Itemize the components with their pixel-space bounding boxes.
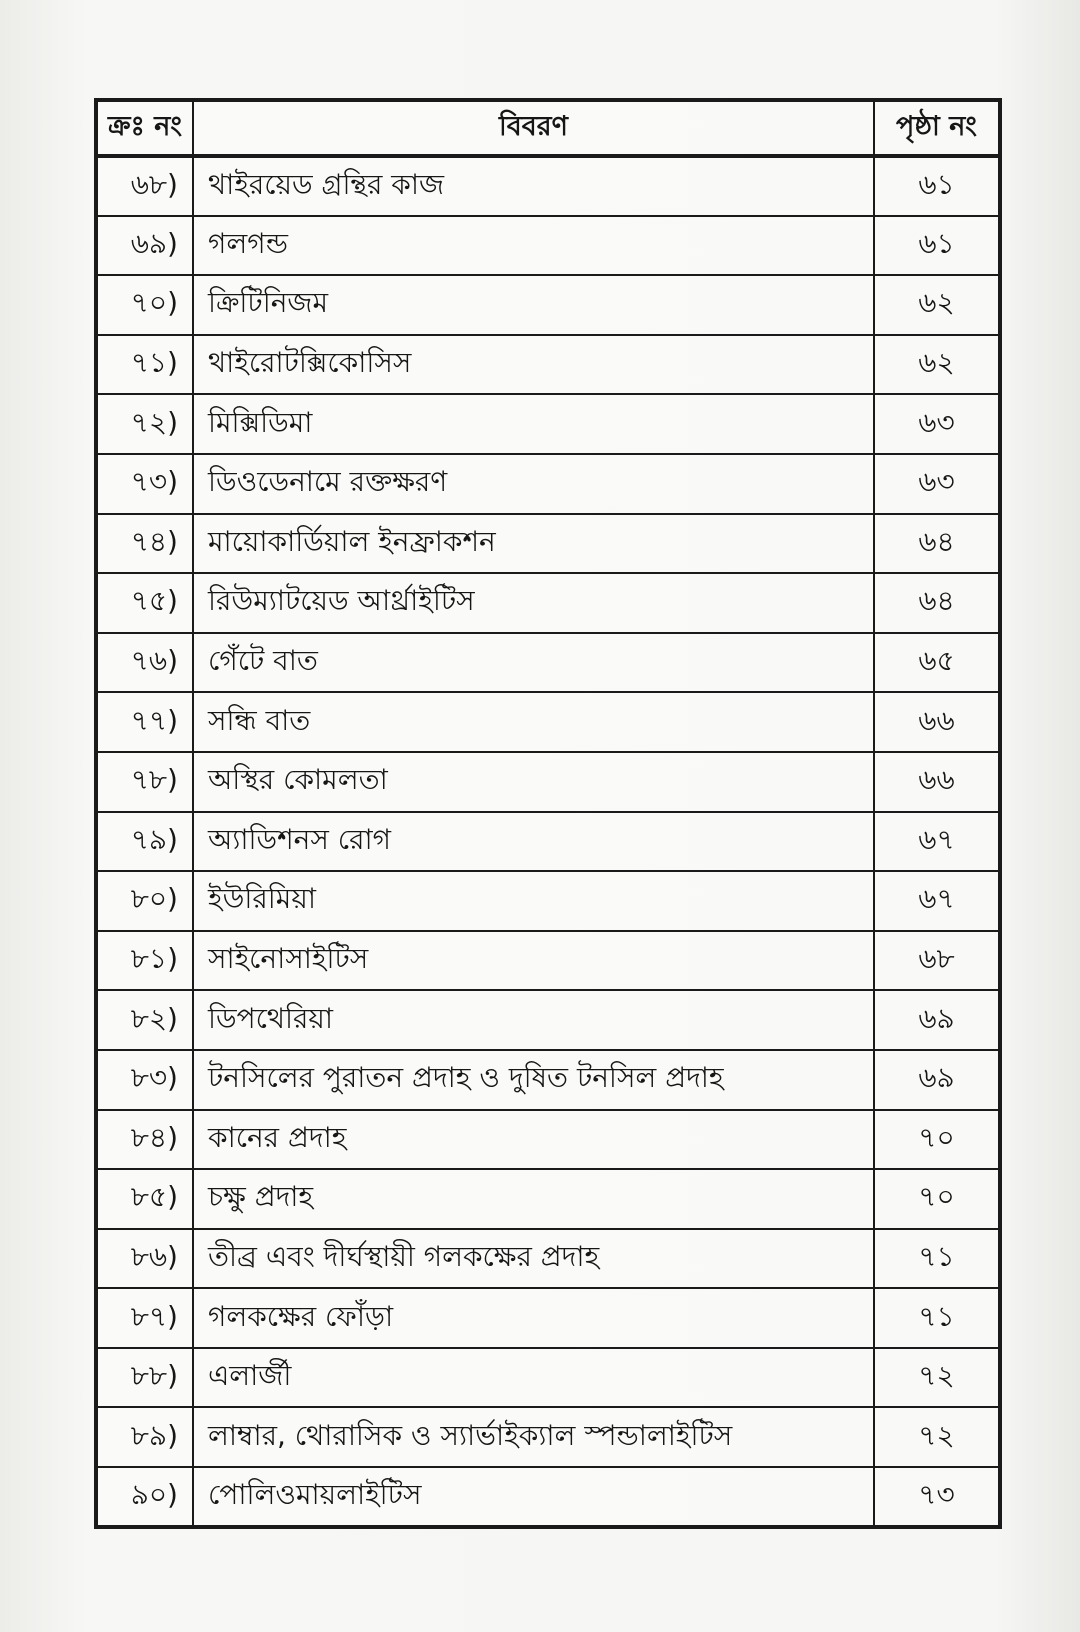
- table-row: [96, 216, 1000, 276]
- row-page: ৬৯: [874, 990, 1000, 1050]
- row-serial: ৮১): [96, 931, 193, 991]
- row-page: ৬৩: [874, 394, 1000, 454]
- table-row: [96, 335, 1000, 395]
- row-page: ৬১: [874, 216, 1000, 276]
- header-page: পৃষ্ঠা নং: [874, 100, 1000, 156]
- row-serial: ৭৮): [96, 752, 193, 812]
- row-page: ৭১: [874, 1229, 1000, 1289]
- table-row: [96, 633, 1000, 693]
- row-page: ৭০: [874, 1169, 1000, 1229]
- table-row: [96, 692, 1000, 752]
- row-serial: ৭৯): [96, 812, 193, 872]
- row-serial: ৭৩): [96, 454, 193, 514]
- table-row: [96, 394, 1000, 454]
- row-description: ডিপথেরিয়া: [193, 990, 874, 1050]
- row-serial: ৮২): [96, 990, 193, 1050]
- row-page: ৬৯: [874, 1050, 1000, 1110]
- row-description: ক্রিটিনিজম: [193, 275, 874, 335]
- row-page: ৬৭: [874, 871, 1000, 931]
- row-description: ডিওডেনামে রক্তক্ষরণ: [193, 454, 874, 514]
- table-row: [96, 990, 1000, 1050]
- table-row: [96, 156, 1000, 216]
- row-page: ৬২: [874, 335, 1000, 395]
- contents-body: [96, 156, 1000, 1527]
- row-serial: ৯০): [96, 1467, 193, 1527]
- row-description: রিউম্যাটয়েড আর্থ্রাইটিস: [193, 573, 874, 633]
- table-row: [96, 1288, 1000, 1348]
- row-serial: ৬৯): [96, 216, 193, 276]
- row-description: গেঁটে বাত: [193, 633, 874, 693]
- row-page: ৭০: [874, 1110, 1000, 1170]
- contents-table: [94, 98, 1002, 1529]
- row-page: ৬৪: [874, 573, 1000, 633]
- row-serial: ৮৩): [96, 1050, 193, 1110]
- table-row: [96, 931, 1000, 991]
- row-page: ৬৭: [874, 812, 1000, 872]
- row-serial: ৮৮): [96, 1348, 193, 1408]
- row-serial: ৮৭): [96, 1288, 193, 1348]
- row-serial: ৮৪): [96, 1110, 193, 1170]
- row-description: সন্ধি বাত: [193, 692, 874, 752]
- table-row: [96, 1229, 1000, 1289]
- row-description: মিক্সিডিমা: [193, 394, 874, 454]
- table-row: [96, 514, 1000, 574]
- row-serial: ৭৫): [96, 573, 193, 633]
- table-row: [96, 1169, 1000, 1229]
- row-page: ৬৬: [874, 692, 1000, 752]
- header-row: [96, 100, 1000, 156]
- row-description: তীব্র এবং দীর্ঘস্থায়ী গলকক্ষের প্রদাহ: [193, 1229, 874, 1289]
- row-serial: ৭০): [96, 275, 193, 335]
- row-description: কানের প্রদাহ: [193, 1110, 874, 1170]
- row-description: গলকক্ষের ফোঁড়া: [193, 1288, 874, 1348]
- row-description: মায়োকার্ডিয়াল ইনফ্রাকশন: [193, 514, 874, 574]
- row-page: ৭২: [874, 1407, 1000, 1467]
- table-row: [96, 454, 1000, 514]
- row-serial: ৮৫): [96, 1169, 193, 1229]
- row-page: ৬২: [874, 275, 1000, 335]
- table-row: [96, 1467, 1000, 1527]
- row-serial: ৮৬): [96, 1229, 193, 1289]
- table-row: [96, 573, 1000, 633]
- table-row: [96, 1050, 1000, 1110]
- row-serial: ৭৪): [96, 514, 193, 574]
- row-page: ৬৫: [874, 633, 1000, 693]
- table-row: [96, 752, 1000, 812]
- row-page: ৬৮: [874, 931, 1000, 991]
- row-description: অস্থির কোমলতা: [193, 752, 874, 812]
- row-page: ৬৬: [874, 752, 1000, 812]
- table-row: [96, 871, 1000, 931]
- row-serial: ৭১): [96, 335, 193, 395]
- row-description: লাম্বার, থোরাসিক ও স্যার্ভাইক্যাল স্পন্ডালাইটিস: [193, 1407, 874, 1467]
- row-page: ৬৪: [874, 514, 1000, 574]
- table-row: [96, 812, 1000, 872]
- row-description: টনসিলের পুরাতন প্রদাহ ও দুষিত টনসিল প্রদাহ: [193, 1050, 874, 1110]
- table-row: [96, 275, 1000, 335]
- row-serial: ৮৯): [96, 1407, 193, 1467]
- row-description: সাইনোসাইটিস: [193, 931, 874, 991]
- row-description: এলার্জী: [193, 1348, 874, 1408]
- row-description: চক্ষু প্রদাহ: [193, 1169, 874, 1229]
- table-row: [96, 1407, 1000, 1467]
- row-description: অ্যাডিশনস রোগ: [193, 812, 874, 872]
- header-serial: ক্রঃ নং: [96, 100, 193, 156]
- row-serial: ৬৮): [96, 156, 193, 216]
- row-serial: ৭৭): [96, 692, 193, 752]
- row-page: ৬১: [874, 156, 1000, 216]
- row-page: ৭৩: [874, 1467, 1000, 1527]
- row-description: ইউরিমিয়া: [193, 871, 874, 931]
- row-serial: ৮০): [96, 871, 193, 931]
- row-description: গলগন্ড: [193, 216, 874, 276]
- header-description: বিবরণ: [193, 100, 874, 156]
- table-row: [96, 1348, 1000, 1408]
- row-serial: ৭৬): [96, 633, 193, 693]
- row-page: ৬৩: [874, 454, 1000, 514]
- row-description: থাইরোটক্সিকোসিস: [193, 335, 874, 395]
- table-row: [96, 1110, 1000, 1170]
- row-description: পোলিওমায়লাইটিস: [193, 1467, 874, 1527]
- row-page: ৭২: [874, 1348, 1000, 1408]
- row-serial: ৭২): [96, 394, 193, 454]
- row-description: থাইরয়েড গ্রন্থির কাজ: [193, 156, 874, 216]
- row-page: ৭১: [874, 1288, 1000, 1348]
